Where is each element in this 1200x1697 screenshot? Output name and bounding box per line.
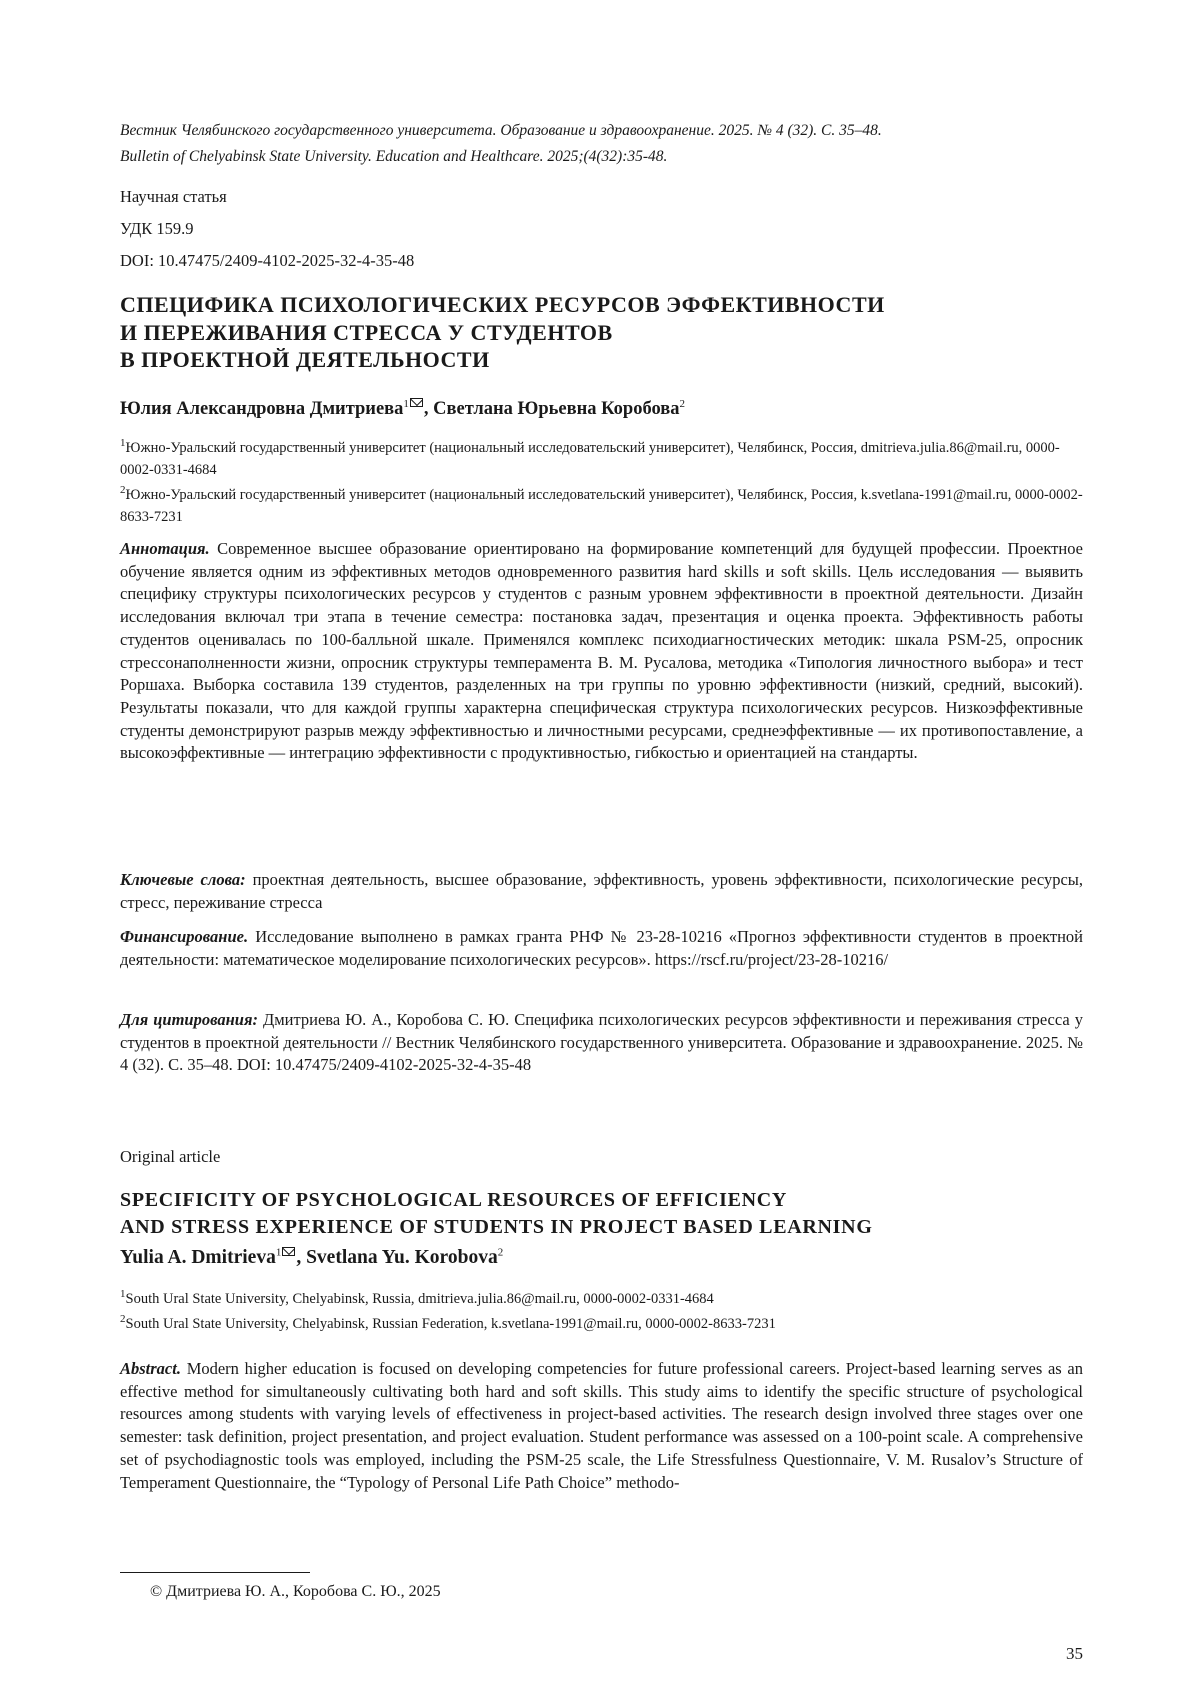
funding-ru <box>120 926 1083 971</box>
author-affiliation-marker: 2 <box>679 397 685 410</box>
page-number: 35 <box>1066 1644 1083 1663</box>
doi: DOI: 10.47475/2409-4102-2025-32-4-35-48 <box>120 251 415 270</box>
authors-ru: Юлия Александровна Дмитриева$^1$ , Светлана Юрьевна Коробова$^2$ <box>120 397 685 419</box>
title-line: SPECIFICITY OF PSYCHOLOGICAL RESOURCES OF EFFICIENCY <box>120 1189 788 1211</box>
author-name: Светлана Юрьевна Коробова <box>433 399 680 419</box>
title-line: И ПЕРЕЖИВАНИЯ СТРЕССА У СТУДЕНТОВ <box>120 319 613 345</box>
funding-text: Исследование выполнено в рамках гранта РНФ № 23-28-10216 «Прогноз эффективности студентов в проектной деятельности: математическое моделирование психологических ресурсов». https://rscf.ru/project/23-28-10216/ <box>120 927 1083 969</box>
article-title-en <box>120 1187 1083 1241</box>
article-type: Научная статья <box>120 187 227 206</box>
author-affiliation-marker: 1 <box>403 397 409 410</box>
abstract-text: Современное высшее образование ориентировано на формирование компетенций для будущей профессии. Проектное обучение является одним из эффективных методов одновременного развития hard skills и soft skills. Цель исследования — выявить специфику структуры психологических ресурсов у студентов с разным уровнем эффективности в проектной деятельности. Дизайн исследования включал три этапа в течение семестра: постановка задач, презентация и оценка проекта. Эффективность работы студентов оценивалась по 100-балльной шкале. Применялся комплекс психодиагностических методик: шкала PSM-25, опросник стрессонаполненности жизни, опросник структуры темперамента В. М. Русалова, методика «Типология личностного выбора» и тест Роршаха. Выборка составила 139 студентов, разделенных на три группы по уровню эффективности (низкий, средний, высокий). Результаты показали, что для каждой группы характерна специфическая структура психологических ресурсов. Низкоэффективные студенты демонстрируют разрыв между эффективностью и личностными ресурсами, среднеэффективные — их противопоставление, а высокоэффективные — интеграцию эффективности с продуктивностью, гибкостью и ориентацией на стандарты. <box>120 539 1083 763</box>
authors-en: Yulia A. Dmitrieva$^1$ , Svetlana Yu. Korobova$^2$ <box>120 1246 504 1268</box>
keywords-ru <box>120 869 1083 914</box>
author-name: Yulia A. Dmitrieva <box>120 1247 276 1268</box>
citation-ru <box>120 1009 1083 1077</box>
keywords-label: Ключевые слова: <box>120 870 246 889</box>
affiliation-ru-2: $^2$Южно-Уральский государственный университет (национальный исследовательский университет), Челябинск, Россия, k.svetlana-1991@mail.ru, 0000-0002-8633-7231 <box>120 484 1083 525</box>
author-affiliation-marker: 2 <box>497 1246 504 1259</box>
copyright-notice: © Дмитриева Ю. А., Коробова С. Ю., 2025 <box>150 1583 441 1600</box>
abstract-label: Abstract. <box>120 1359 181 1378</box>
funding-label: Финансирование. <box>120 927 249 946</box>
envelope-icon <box>282 1247 295 1256</box>
title-line: В ПРОЕКТНОЙ ДЕЯТЕЛЬНОСТИ <box>120 347 490 372</box>
abstract-text: Modern higher education is focused on developing competencies for future professional careers. Project-based learning serves as an effective method for simultaneously cultivating both hard and soft skills. This study aims to identify the specific structure of psychological resources among students with varying levels of effectiveness in project-based activities. The research design involved three stages over one semester: task definition, project presentation, and project evaluation. Student performance was assessed on a 100-point scale. A comprehensive set of psychodiagnostic tools was employed, including the PSM-25 scale, the Life Stressfulness Questionnaire, V. M. Rusalov’s Structure of Temperament Questionnaire, the “Typology of Personal Life Path Choice” methodo- <box>120 1359 1084 1492</box>
journal-line-en: Bulletin of Chelyabinsk State University. Education and Healthcare. 2025;(4(32):35-48. <box>120 148 668 165</box>
author-name: Svetlana Yu. Korobova <box>306 1247 498 1268</box>
author-affiliation-marker: 1 <box>275 1246 282 1259</box>
article-type-en: Original article <box>120 1147 221 1166</box>
author-name: Юлия Александровна Дмитриева <box>120 399 404 419</box>
journal-line-ru: Вестник Челябинского государственного университета. Образование и здравоохранение. 2025. № 4 (32). С. 35–48. <box>120 122 882 139</box>
abstract-en <box>120 1358 1083 1494</box>
udc-code: УДК 159.9 <box>120 219 194 238</box>
affiliation-ru-1: $^1$Южно-Уральский государственный университет (национальный исследовательский университет), Челябинск, Россия, dmitrieva.julia.86@mail.ru, 0000-0002-0331-4684 <box>120 437 1060 478</box>
affiliation-en-2: $^2$South Ural State University, Chelyabinsk, Russian Federation, k.svetlana-1991@mail.ru, 0000-0002-8633-7231 <box>120 1313 776 1332</box>
title-line: СПЕЦИФИКА ПСИХОЛОГИЧЕСКИХ РЕСУРСОВ ЭФФЕКТИВНОСТИ <box>120 292 885 317</box>
journal-header <box>120 118 1083 170</box>
title-line: AND STRESS EXPERIENCE OF STUDENTS IN PROJECT BASED LEARNING <box>120 1216 873 1238</box>
abstract-label: Аннотация. <box>120 539 210 558</box>
keywords-text: проектная деятельность, высшее образование, эффективность, уровень эффективности, психологические ресурсы, стресс, переживание стресса <box>120 870 1084 912</box>
affiliation-en-1: $^1$South Ural State University, Chelyabinsk, Russia, dmitrieva.julia.86@mail.ru, 0000-0002-0331-4684 <box>120 1288 714 1307</box>
envelope-icon <box>410 398 423 407</box>
abstract-ru <box>120 538 1083 765</box>
citation-text: Дмитриева Ю. А., Коробова С. Ю. Специфика психологических ресурсов эффективности и переживания стресса у студентов в проектной деятельности // Вестник Челябинского государственного университета. Образование и здравоохранение. 2025. № 4 (32). С. 35–48. DOI: 10.47475/2409-4102-2025-32-4-35-48 <box>120 1010 1083 1075</box>
footnote-divider <box>120 1572 310 1573</box>
citation-label: Для цитирования: <box>120 1010 258 1029</box>
article-title-ru <box>120 291 1083 374</box>
